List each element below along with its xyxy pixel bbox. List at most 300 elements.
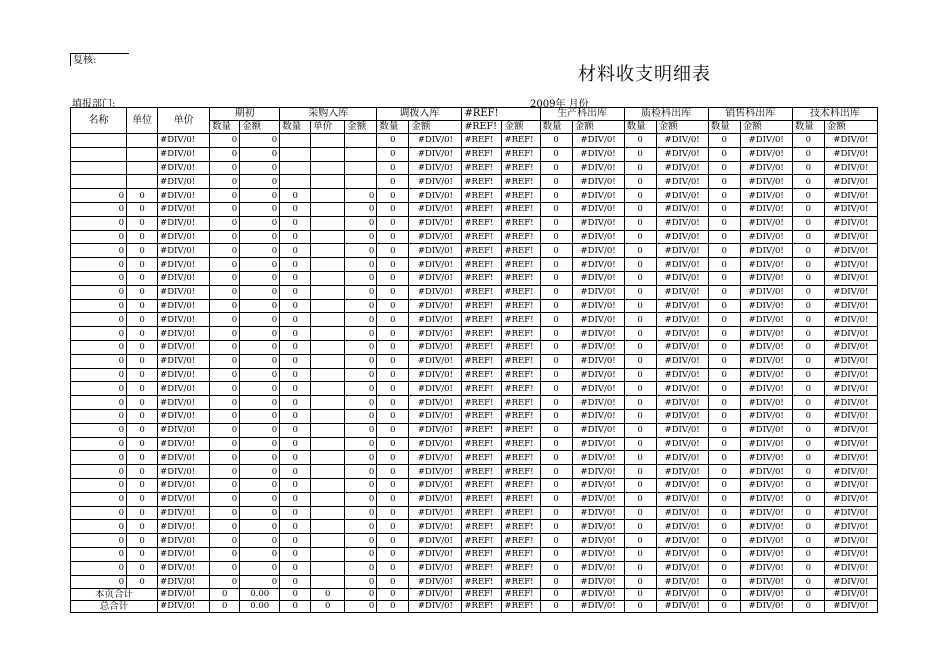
table-cell: 0 (624, 382, 656, 396)
table-cell: #REF! (462, 327, 502, 341)
table-cell: #DIV/0! (158, 244, 210, 258)
table-cell: #REF! (462, 478, 502, 492)
table-cell: #REF! (462, 161, 502, 175)
table-cell: #DIV/0! (409, 601, 462, 613)
table-cell: #DIV/0! (656, 492, 708, 506)
table-cell: #DIV/0! (824, 244, 877, 258)
table-cell: #DIV/0! (824, 478, 877, 492)
table-cell: #DIV/0! (656, 465, 708, 479)
table-cell (311, 465, 345, 479)
table-cell: 0 (280, 409, 311, 423)
table-cell: 0 (127, 271, 158, 285)
table-cell: 0 (708, 589, 740, 601)
table-cell: 0 (792, 409, 824, 423)
table-cell: 0 (624, 547, 656, 561)
table-cell: #REF! (502, 340, 540, 354)
table-cell: 0 (280, 451, 311, 465)
table-cell: #DIV/0! (572, 244, 624, 258)
table-cell: 0 (708, 520, 740, 534)
table-cell: #REF! (502, 492, 540, 506)
table-cell: #DIV/0! (740, 147, 792, 161)
table-cell: #DIV/0! (572, 271, 624, 285)
table-cell: 0 (345, 534, 377, 548)
table-cell: 0 (71, 506, 127, 520)
table-cell: 0 (377, 258, 409, 272)
table-cell: 0 (377, 396, 409, 410)
table-cell: 0 (708, 230, 740, 244)
table-cell: #DIV/0! (158, 216, 210, 230)
table-cell: #DIV/0! (824, 368, 877, 382)
sub-ref: #REF! (462, 121, 502, 134)
table-row (71, 202, 878, 216)
table-cell: 0 (540, 423, 572, 437)
table-cell: 0 (127, 409, 158, 423)
table-cell (311, 451, 345, 465)
table-cell: 0 (624, 340, 656, 354)
table-cell: #REF! (462, 492, 502, 506)
table-cell: 0 (624, 506, 656, 520)
table-cell: #DIV/0! (740, 368, 792, 382)
table-row (71, 175, 878, 189)
table-cell: 0 (624, 230, 656, 244)
table-cell: #REF! (462, 423, 502, 437)
table-cell: #DIV/0! (572, 437, 624, 451)
table-cell: #DIV/0! (158, 147, 210, 161)
table-cell: #DIV/0! (656, 340, 708, 354)
table-row (71, 134, 878, 148)
table-cell: 0 (210, 451, 240, 465)
table-cell: #DIV/0! (158, 285, 210, 299)
table-cell: #DIV/0! (409, 271, 462, 285)
table-cell: #DIV/0! (572, 409, 624, 423)
table-cell (71, 134, 127, 148)
table-cell: 0 (71, 244, 127, 258)
table-cell: #REF! (462, 368, 502, 382)
table-cell: 0 (792, 313, 824, 327)
table-cell: 0 (624, 189, 656, 203)
table-cell: 0 (540, 202, 572, 216)
table-cell: 0 (210, 354, 240, 368)
table-cell: 0 (377, 534, 409, 548)
sub-amt: 金额 (409, 121, 462, 134)
table-cell: #DIV/0! (824, 189, 877, 203)
table-cell: #DIV/0! (656, 396, 708, 410)
table-cell (311, 575, 345, 589)
table-row (71, 244, 878, 258)
table-cell: #DIV/0! (572, 423, 624, 437)
table-cell: 0 (377, 271, 409, 285)
table-cell: #REF! (502, 437, 540, 451)
table-cell: 0 (280, 465, 311, 479)
sub-amt: 金额 (824, 121, 877, 134)
table-cell: #DIV/0! (824, 423, 877, 437)
table-cell: 0 (377, 561, 409, 575)
table-cell: #DIV/0! (824, 340, 877, 354)
table-cell: 0 (240, 354, 280, 368)
table-cell: 0 (708, 147, 740, 161)
table-cell: 0 (345, 492, 377, 506)
table-cell: #DIV/0! (572, 202, 624, 216)
table-cell: 0 (792, 534, 824, 548)
table-cell: 0 (792, 216, 824, 230)
table-cell: 0 (345, 258, 377, 272)
table-cell: 0 (240, 506, 280, 520)
table-cell: 0 (280, 230, 311, 244)
table-cell: 0 (708, 561, 740, 575)
table-cell: 0 (624, 134, 656, 148)
table-cell: 0 (624, 271, 656, 285)
table-cell: #DIV/0! (158, 161, 210, 175)
sub-amt: 金额 (740, 121, 792, 134)
table-row (71, 189, 878, 203)
table-cell (311, 258, 345, 272)
table-cell: 0 (240, 202, 280, 216)
table-cell: #DIV/0! (740, 134, 792, 148)
table-cell: 0 (792, 202, 824, 216)
table-cell: 0 (792, 601, 824, 613)
table-cell: #DIV/0! (572, 189, 624, 203)
table-cell: 0 (210, 216, 240, 230)
table-cell: 0 (127, 478, 158, 492)
table-cell: #DIV/0! (824, 437, 877, 451)
table-cell: 0 (792, 271, 824, 285)
table-cell: #DIV/0! (656, 244, 708, 258)
table-cell: #DIV/0! (158, 368, 210, 382)
table-row (71, 327, 878, 341)
total-row (71, 589, 878, 601)
table-cell: 0 (127, 258, 158, 272)
table-cell: 0 (71, 423, 127, 437)
table-cell: #DIV/0! (824, 216, 877, 230)
table-cell: 0 (540, 147, 572, 161)
table-cell: 0 (624, 244, 656, 258)
table-cell: 0 (127, 354, 158, 368)
table-cell: 0 (377, 575, 409, 589)
table-cell: #DIV/0! (409, 534, 462, 548)
table-cell: 0 (792, 147, 824, 161)
sub-qty: 数量 (540, 121, 572, 134)
table-cell: #DIV/0! (740, 299, 792, 313)
table-cell: #DIV/0! (572, 327, 624, 341)
table-cell: 0 (280, 189, 311, 203)
table-cell: 0 (280, 437, 311, 451)
table-cell: #DIV/0! (740, 382, 792, 396)
table-cell (311, 396, 345, 410)
table-cell: #DIV/0! (740, 506, 792, 520)
table-cell: #REF! (462, 520, 502, 534)
table-cell: #DIV/0! (409, 396, 462, 410)
table-cell: 0 (71, 465, 127, 479)
table-cell: 0 (280, 520, 311, 534)
table-cell: #REF! (462, 244, 502, 258)
table-cell: 0 (240, 134, 280, 148)
table-row (71, 575, 878, 589)
table-cell: 0 (792, 575, 824, 589)
table-cell: #DIV/0! (740, 520, 792, 534)
table-cell: 0 (240, 547, 280, 561)
table-cell: #REF! (502, 258, 540, 272)
table-cell: 0 (792, 285, 824, 299)
table-cell (311, 409, 345, 423)
table-cell: #REF! (462, 271, 502, 285)
table-cell: 0 (240, 437, 280, 451)
table-cell: #DIV/0! (409, 506, 462, 520)
table-row (71, 230, 878, 244)
table-cell (127, 175, 158, 189)
table-cell (311, 230, 345, 244)
table-row (71, 396, 878, 410)
col-sales-out: 销售科出库 (708, 108, 792, 121)
table-cell: 0 (624, 368, 656, 382)
table-cell: 0 (792, 396, 824, 410)
table-cell: 0 (210, 437, 240, 451)
table-row (71, 299, 878, 313)
table-cell: 0 (540, 299, 572, 313)
table-cell (71, 147, 127, 161)
table-cell (311, 437, 345, 451)
table-cell (311, 492, 345, 506)
table-cell: 0 (240, 451, 280, 465)
table-cell: 0 (708, 423, 740, 437)
table-cell: #DIV/0! (740, 327, 792, 341)
table-cell: 0 (624, 202, 656, 216)
table-cell: 0 (708, 285, 740, 299)
table-cell: 0 (708, 134, 740, 148)
table-cell: #DIV/0! (158, 478, 210, 492)
table-cell: #DIV/0! (656, 451, 708, 465)
table-cell: 0 (210, 465, 240, 479)
table-cell: 0 (624, 492, 656, 506)
table-cell: 0 (210, 175, 240, 189)
table-cell: #DIV/0! (740, 423, 792, 437)
table-row (71, 382, 878, 396)
table-cell: #DIV/0! (824, 547, 877, 561)
table-row (71, 147, 878, 161)
table-cell: 0 (624, 423, 656, 437)
table-cell: 0 (210, 230, 240, 244)
table-cell: #DIV/0! (158, 134, 210, 148)
table-cell: #DIV/0! (572, 340, 624, 354)
sub-amt: 金额 (345, 121, 377, 134)
table-cell: 0 (280, 313, 311, 327)
table-cell: #DIV/0! (740, 561, 792, 575)
table-cell: #REF! (502, 520, 540, 534)
table-cell: #DIV/0! (158, 437, 210, 451)
table-cell: #DIV/0! (740, 244, 792, 258)
table-cell: 0 (540, 534, 572, 548)
table-cell: 0 (280, 271, 311, 285)
table-cell: 0 (708, 478, 740, 492)
table-cell: #DIV/0! (409, 437, 462, 451)
table-cell: #REF! (502, 506, 540, 520)
table-cell: #DIV/0! (824, 506, 877, 520)
table-cell: #DIV/0! (824, 589, 877, 601)
table-cell: #REF! (502, 561, 540, 575)
table-cell: #DIV/0! (824, 202, 877, 216)
table-cell: 0 (540, 589, 572, 601)
table-cell: 0 (540, 520, 572, 534)
table-cell: #DIV/0! (656, 175, 708, 189)
table-row (71, 465, 878, 479)
table-cell: 0 (792, 547, 824, 561)
table-cell: 0 (377, 601, 409, 613)
table-cell: 0 (345, 437, 377, 451)
table-row (71, 478, 878, 492)
table-cell: 0 (377, 299, 409, 313)
table-cell: 0 (792, 175, 824, 189)
table-cell: #DIV/0! (409, 299, 462, 313)
table-cell: #DIV/0! (572, 382, 624, 396)
table-cell: #DIV/0! (158, 340, 210, 354)
table-cell: 0 (708, 258, 740, 272)
table-cell: 0 (624, 520, 656, 534)
total-label: 本页合计 (71, 589, 158, 601)
table-cell: #DIV/0! (656, 368, 708, 382)
table-row (71, 409, 878, 423)
table-cell: #DIV/0! (740, 575, 792, 589)
table-cell: #REF! (462, 575, 502, 589)
table-cell: 0 (792, 134, 824, 148)
table-cell: 0 (540, 354, 572, 368)
table-cell: 0 (377, 451, 409, 465)
table-cell: #DIV/0! (740, 189, 792, 203)
table-cell: 0 (71, 354, 127, 368)
table-cell: 0 (127, 423, 158, 437)
table-cell (311, 313, 345, 327)
sub-qty: 数量 (280, 121, 311, 134)
table-cell: 0 (210, 161, 240, 175)
table-cell: 0 (210, 506, 240, 520)
table-cell: 0 (540, 216, 572, 230)
table-cell: #DIV/0! (824, 520, 877, 534)
table-cell: 0 (280, 354, 311, 368)
table-cell: 0 (280, 506, 311, 520)
table-cell: #REF! (462, 340, 502, 354)
table-cell: 0 (127, 561, 158, 575)
table-cell: #DIV/0! (740, 396, 792, 410)
table-cell: 0 (624, 175, 656, 189)
table-cell: #DIV/0! (158, 382, 210, 396)
table-cell: 0 (71, 368, 127, 382)
table-cell: 0 (708, 340, 740, 354)
table-cell: #DIV/0! (572, 465, 624, 479)
table-cell: #DIV/0! (409, 258, 462, 272)
table-cell: #DIV/0! (824, 396, 877, 410)
table-cell: #DIV/0! (656, 437, 708, 451)
table-cell: 0 (377, 368, 409, 382)
table-cell: #DIV/0! (572, 492, 624, 506)
table-cell: 0 (127, 285, 158, 299)
table-cell: 0 (792, 161, 824, 175)
table-row (71, 368, 878, 382)
table-cell: 0 (127, 313, 158, 327)
table-cell: #DIV/0! (740, 492, 792, 506)
table-cell: 0 (540, 492, 572, 506)
table-cell: 0 (71, 189, 127, 203)
table-cell: #DIV/0! (572, 313, 624, 327)
table-cell (345, 175, 377, 189)
table-cell: 0 (210, 299, 240, 313)
dept-label: 填报部门: (72, 99, 116, 110)
table-cell: #DIV/0! (409, 230, 462, 244)
table-cell: #REF! (462, 589, 502, 601)
table-cell: 0 (240, 520, 280, 534)
table-cell: 0 (280, 299, 311, 313)
table-cell: 0 (708, 465, 740, 479)
table-cell: 0 (377, 202, 409, 216)
table-cell (311, 244, 345, 258)
table-cell: #REF! (502, 589, 540, 601)
table-cell (280, 161, 311, 175)
table-cell: 0 (624, 601, 656, 613)
sub-price: 单价 (311, 121, 345, 134)
table-cell: #DIV/0! (158, 258, 210, 272)
table-cell: #DIV/0! (740, 478, 792, 492)
table-cell: 0 (71, 258, 127, 272)
table-cell: 0 (377, 465, 409, 479)
table-cell: 0 (280, 534, 311, 548)
table-cell: #DIV/0! (409, 465, 462, 479)
table-cell: #DIV/0! (158, 354, 210, 368)
table-cell: 0 (540, 340, 572, 354)
table-cell: 0 (210, 520, 240, 534)
table-cell: 0 (377, 382, 409, 396)
table-cell: 0 (624, 313, 656, 327)
table-cell (280, 134, 311, 148)
table-cell: 0 (280, 340, 311, 354)
table-cell: 0 (377, 589, 409, 601)
table-row (71, 506, 878, 520)
table-cell: 0 (540, 161, 572, 175)
table-cell: #DIV/0! (409, 354, 462, 368)
table-cell: 0 (540, 506, 572, 520)
table-cell: 0 (71, 285, 127, 299)
table-cell: #REF! (462, 354, 502, 368)
table-cell: 0 (280, 561, 311, 575)
table-cell: 0 (377, 134, 409, 148)
table-cell: #REF! (462, 285, 502, 299)
table-cell: 0 (708, 575, 740, 589)
table-cell: 0 (377, 327, 409, 341)
table-cell: #REF! (462, 601, 502, 613)
table-cell (311, 354, 345, 368)
table-cell: 0 (792, 561, 824, 575)
table-cell: 0 (127, 340, 158, 354)
table-cell: #DIV/0! (740, 354, 792, 368)
table-cell: 0 (280, 244, 311, 258)
table-cell: #DIV/0! (824, 271, 877, 285)
table-cell (311, 216, 345, 230)
table-cell: #DIV/0! (572, 589, 624, 601)
table-cell: #DIV/0! (740, 601, 792, 613)
table-cell: #REF! (462, 534, 502, 548)
table-cell: #REF! (502, 465, 540, 479)
col-opening: 期初 (210, 108, 280, 121)
table-cell: #REF! (462, 409, 502, 423)
table-cell: 0 (240, 492, 280, 506)
table-cell: 0 (71, 216, 127, 230)
table-cell: #DIV/0! (409, 368, 462, 382)
table-cell: #DIV/0! (656, 230, 708, 244)
table-cell: #DIV/0! (158, 175, 210, 189)
table-cell: 0 (792, 589, 824, 601)
table-cell: #REF! (462, 299, 502, 313)
table-cell: #DIV/0! (572, 561, 624, 575)
table-cell: #DIV/0! (656, 202, 708, 216)
table-cell: #DIV/0! (656, 589, 708, 601)
table-cell: 0 (127, 437, 158, 451)
table-cell: #DIV/0! (572, 451, 624, 465)
